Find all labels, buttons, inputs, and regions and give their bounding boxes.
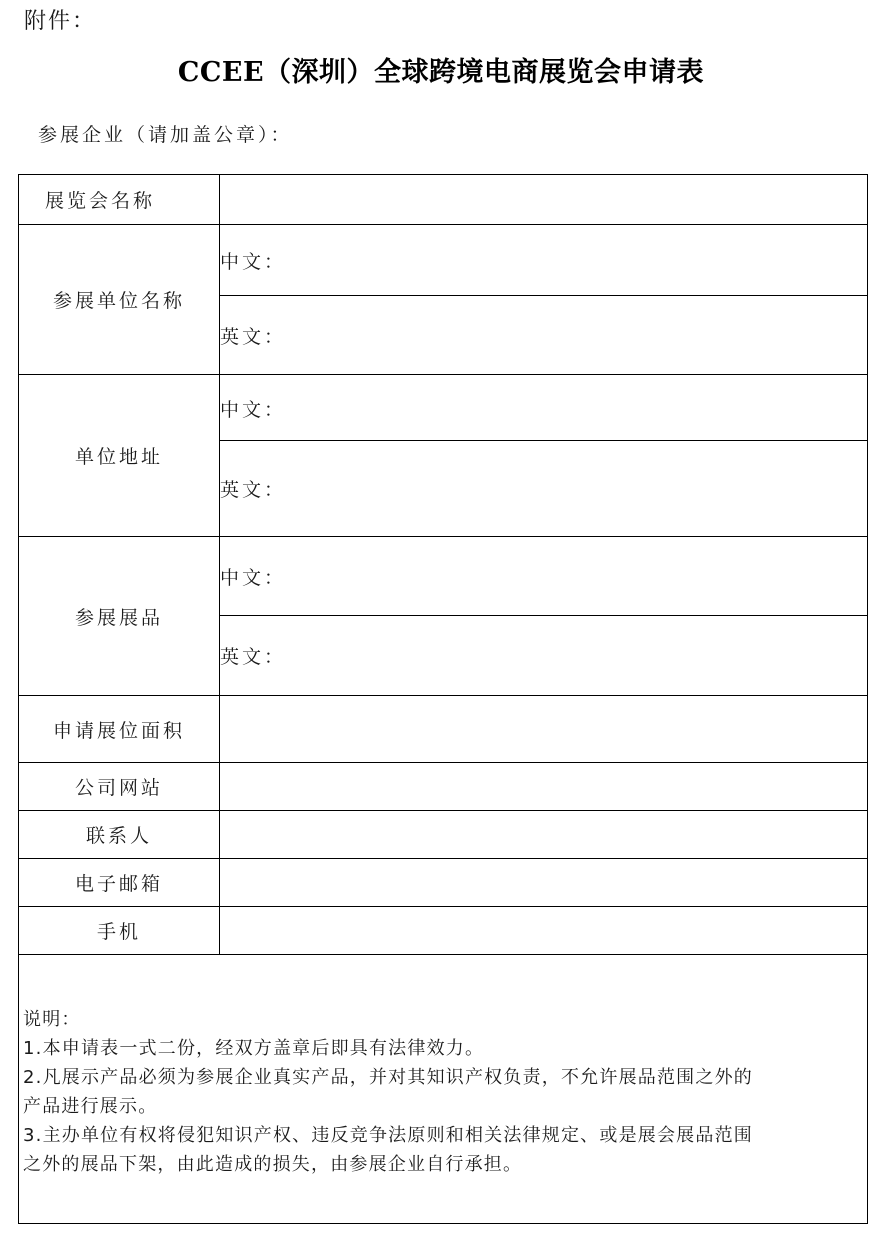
row-website bbox=[19, 763, 868, 811]
notes-block bbox=[19, 955, 867, 1179]
row-mobile bbox=[19, 907, 868, 955]
note-item-3-line-1: 3.主办单位有权将侵犯知识产权、违反竞争法原则和相关法律规定、或是展会展品范围 bbox=[23, 1125, 753, 1146]
notes-cell bbox=[19, 955, 868, 1224]
row-contact bbox=[19, 811, 868, 859]
cn-label: 中文： bbox=[220, 399, 287, 421]
website-field[interactable] bbox=[220, 763, 868, 811]
note-item-2-line-2: 产品进行展示。 bbox=[23, 1096, 158, 1117]
contact-field[interactable] bbox=[220, 811, 868, 859]
note-item-1: 1.本申请表一式二份，经双方盖章后即具有法律效力。 bbox=[23, 1038, 485, 1059]
address-label: 单位地址 bbox=[19, 375, 220, 537]
booth-area-field[interactable] bbox=[220, 696, 868, 763]
row-exhibition-name bbox=[19, 175, 868, 225]
exhibits-cn-field[interactable] bbox=[220, 537, 868, 616]
email-field[interactable] bbox=[220, 859, 868, 907]
notes-heading: 说明： bbox=[23, 1009, 81, 1030]
row-address-cn bbox=[19, 375, 868, 441]
en-label: 英文： bbox=[220, 325, 287, 348]
mobile-field[interactable] bbox=[220, 907, 868, 955]
email-label: 电子邮箱 bbox=[19, 859, 220, 907]
exhibits-en-field[interactable] bbox=[220, 616, 868, 696]
company-seal-label: 参展企业（请加盖公章）： bbox=[38, 124, 293, 146]
attachment-label: 附件： bbox=[24, 9, 97, 34]
exhibition-name-field[interactable] bbox=[220, 175, 868, 225]
note-item-2-line-1: 2.凡展示产品必须为参展企业真实产品，并对其知识产权负责，不允许展品范围之外的 bbox=[23, 1067, 753, 1088]
exhibitor-name-label: 参展单位名称 bbox=[19, 225, 220, 375]
row-exhibitor-name-cn bbox=[19, 225, 868, 296]
contact-label: 联系人 bbox=[19, 811, 220, 859]
website-label: 公司网站 bbox=[19, 763, 220, 811]
row-notes bbox=[19, 955, 868, 1224]
row-booth-area bbox=[19, 696, 868, 763]
row-exhibits-cn bbox=[19, 537, 868, 616]
exhibition-name-label: 展览会名称 bbox=[19, 175, 220, 225]
en-label: 英文： bbox=[220, 479, 287, 501]
en-label: 英文： bbox=[220, 646, 287, 668]
note-item-3-line-2: 之外的展品下架，由此造成的损失，由参展企业自行承担。 bbox=[23, 1154, 523, 1175]
booth-area-label: 申请展位面积 bbox=[19, 696, 220, 763]
exhibits-label: 参展展品 bbox=[19, 537, 220, 696]
address-en-field[interactable] bbox=[220, 441, 868, 537]
exhibitor-name-en-field[interactable] bbox=[220, 296, 868, 375]
address-cn-field[interactable] bbox=[220, 375, 868, 441]
exhibitor-name-cn-field[interactable] bbox=[220, 225, 868, 296]
form-title: CCEE（深圳）全球跨境电商展览会申请表 bbox=[177, 57, 705, 88]
row-email bbox=[19, 859, 868, 907]
cn-label: 中文： bbox=[220, 566, 287, 589]
application-form-table bbox=[18, 174, 868, 1224]
mobile-label: 手机 bbox=[19, 907, 220, 955]
cn-label: 中文： bbox=[220, 251, 287, 273]
